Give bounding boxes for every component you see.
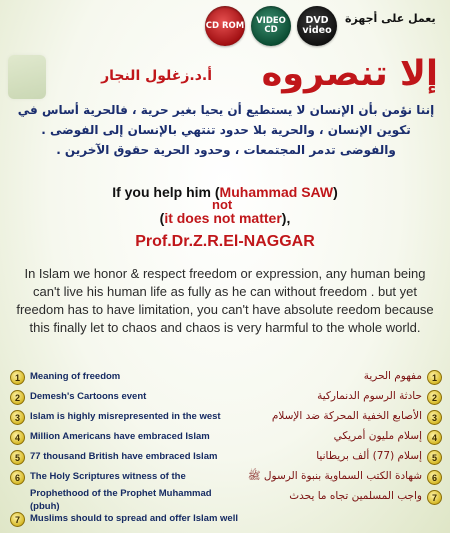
list-item [232, 490, 442, 510]
english-author: Prof.Dr.Z.R.El-NAGGAR [135, 233, 315, 250]
topic-text-line-2: Prophethood of the Prophet Muhammad (pbuh) [30, 488, 212, 512]
topic-text: إسلام مليون أمريكي [333, 430, 422, 442]
topic-text [30, 470, 240, 513]
topic-text: الأصابع الخفية المحركة ضد الإسلام [271, 410, 422, 422]
topic-text: مفهوم الحرية [363, 370, 422, 382]
topic-text: Islam is highly misrepresented in the west [30, 411, 221, 422]
topic-text: واجب المسلمين تجاه ما يحدث [289, 490, 422, 502]
format-badges [205, 6, 445, 46]
compatibility-note: يعمل على أجهزة [345, 12, 436, 25]
list-item [10, 370, 240, 390]
list-item [232, 470, 442, 490]
number-badge-icon: 7 [10, 512, 25, 527]
english-title-phrase: it does not matter [164, 210, 282, 226]
english-paragraph: In Islam we honor & respect freedom or expression, any human being can't live his human life as fully as he can without freedom . but yet freedom has to have limitation, you can't have absolute reedom because this finally let to chaos and chaos is very harmful to the whole world. [16, 266, 434, 335]
list-item [232, 430, 442, 450]
list-item [232, 390, 442, 410]
english-topic-list [10, 370, 240, 532]
topic-text: حادثة الرسوم الدنماركية [317, 390, 422, 402]
topic-text: Demesh's Cartoons event [30, 391, 147, 402]
list-item [10, 410, 240, 430]
topic-text: Meaning of freedom [30, 371, 121, 382]
number-badge-icon: 5 [427, 450, 442, 465]
topic-text: Million Americans have embraced Islam [30, 431, 210, 442]
number-badge-icon: 7 [427, 490, 442, 505]
english-title-line-2 [0, 210, 450, 226]
cd-rom-disc-icon [205, 6, 245, 46]
number-badge-icon: 5 [10, 450, 25, 465]
number-badge-icon: 3 [10, 410, 25, 425]
number-badge-icon: 1 [10, 370, 25, 385]
english-title-open: ( [159, 210, 165, 226]
list-item [10, 512, 240, 532]
number-badge-icon: 2 [10, 390, 25, 405]
number-badge-icon: 1 [427, 370, 442, 385]
number-badge-icon: 4 [10, 430, 25, 445]
video-cd-disc-icon [251, 6, 291, 46]
list-item [232, 410, 442, 430]
dvd-video-disc-icon [297, 6, 337, 46]
topic-text: إسلام (77) ألف بريطانيا [316, 450, 422, 462]
list-item [10, 390, 240, 410]
topic-text: Muslims should to spread and offer Islam well [30, 513, 238, 524]
list-item [10, 430, 240, 450]
english-title-name: Muhammad SAW [219, 184, 334, 200]
arabic-author: أ.د.زغلول النجار [101, 68, 212, 84]
number-badge-icon: 4 [427, 430, 442, 445]
topic-text: 77 thousand British have embraced Islam [30, 451, 218, 462]
list-item [232, 370, 442, 390]
english-title-close: ) [333, 184, 338, 200]
arabic-title: إلا تنصروه [261, 54, 438, 94]
number-badge-icon: 6 [427, 470, 442, 485]
arabic-paragraph: إننا نؤمن بأن الإنسان لا يستطيع أن يحيا بغير حرية ، فالحرية أساس في تكوين الإنسان ، والحرية بلا حدود تنتهي بالإنسان إلى الفوضى . والفوضى تدمر المجتمعات ، وحدود الحرية حقوق الآخرين . [17, 103, 435, 157]
number-badge-icon: 2 [427, 390, 442, 405]
dvd-video-label: DVD video [302, 15, 332, 36]
number-badge-icon: 3 [427, 410, 442, 425]
list-item [10, 450, 240, 470]
list-item [10, 470, 240, 512]
arabic-topic-list [232, 370, 442, 510]
english-title-part: If you help him ( [112, 184, 220, 200]
cd-rom-label: CD ROM [205, 20, 245, 31]
video-cd-label: VIDEO CD [256, 16, 286, 35]
number-badge-icon: 6 [10, 470, 25, 485]
list-item [232, 450, 442, 470]
english-title-end: ), [281, 210, 291, 226]
topic-text: شهادة الكتب السماوية بنبوة الرسول ﷺ [247, 470, 422, 482]
topic-text-line-1: The Holy Scriptures witness of the [30, 471, 186, 482]
english-not-word: not [212, 197, 233, 212]
emblem-logo-icon [8, 55, 46, 99]
